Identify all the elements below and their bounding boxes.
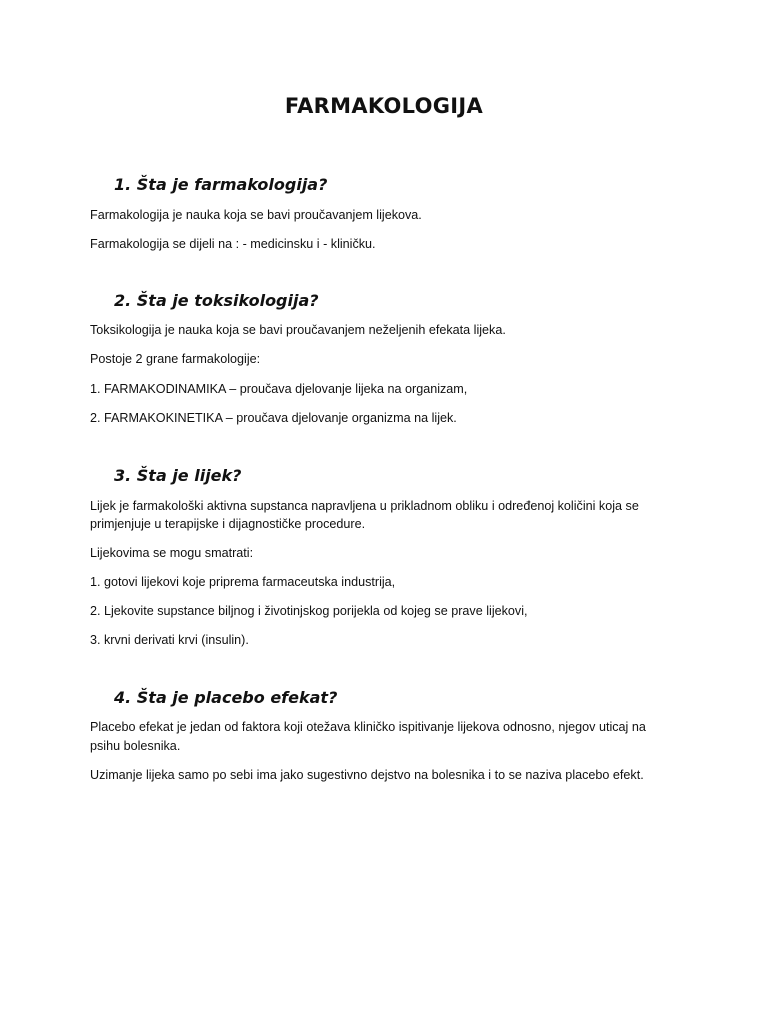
paragraph: 1. FARMAKODINAMIKA – proučava djelovanje lijeka na organizam, — [90, 382, 468, 396]
paragraph: Lijekovima se mogu smatrati: — [90, 546, 254, 560]
paragraph: 2. Ljekovite supstance biljnog i životinjskog porijekla od kojeg se prave lijekovi, — [90, 604, 528, 618]
document-title: FARMAKOLOGIJA — [284, 94, 484, 118]
paragraph: Uzimanje lijeka samo po sebi ima jako sugestivno dejstvo na bolesnika i to se naziva placebo efekt. — [90, 768, 644, 782]
paragraph: Lijek je farmakološki aktivna supstanca napravljena u prikladnom obliku i određenoj količini koja se — [90, 499, 639, 513]
section-heading-3: 3. Šta je lijek? — [114, 466, 242, 485]
paragraph: 3. krvni derivati krvi (insulin). — [90, 633, 249, 647]
section-heading-4: 4. Šta je placebo efekat? — [114, 688, 338, 707]
paragraph: primjenjuje u terapijske i dijagnostičke procedure. — [90, 517, 366, 531]
paragraph: Farmakologija se dijeli na : - medicinsku i - kliničku. — [90, 237, 376, 251]
paragraph: Placebo efekat je jedan od faktora koji otežava kliničko ispitivanje lijekova odnosno, njegov uticaj na — [90, 720, 646, 734]
paragraph: 1. gotovi lijekovi koje priprema farmaceutska industrija, — [90, 575, 396, 589]
paragraph: 2. FARMAKOKINETIKA – proučava djelovanje organizma na lijek. — [90, 411, 457, 425]
paragraph: psihu bolesnika. — [90, 739, 181, 753]
paragraph: Toksikologija je nauka koja se bavi proučavanjem neželjenih efekata lijeka. — [90, 323, 506, 337]
section-heading-2: 2. Šta je toksikologija? — [114, 291, 319, 310]
section-heading-1: 1. Šta je farmakologija? — [114, 175, 328, 194]
paragraph: Farmakologija je nauka koja se bavi proučavanjem lijekova. — [90, 208, 422, 222]
paragraph: Postoje 2 grane farmakologije: — [90, 352, 261, 366]
